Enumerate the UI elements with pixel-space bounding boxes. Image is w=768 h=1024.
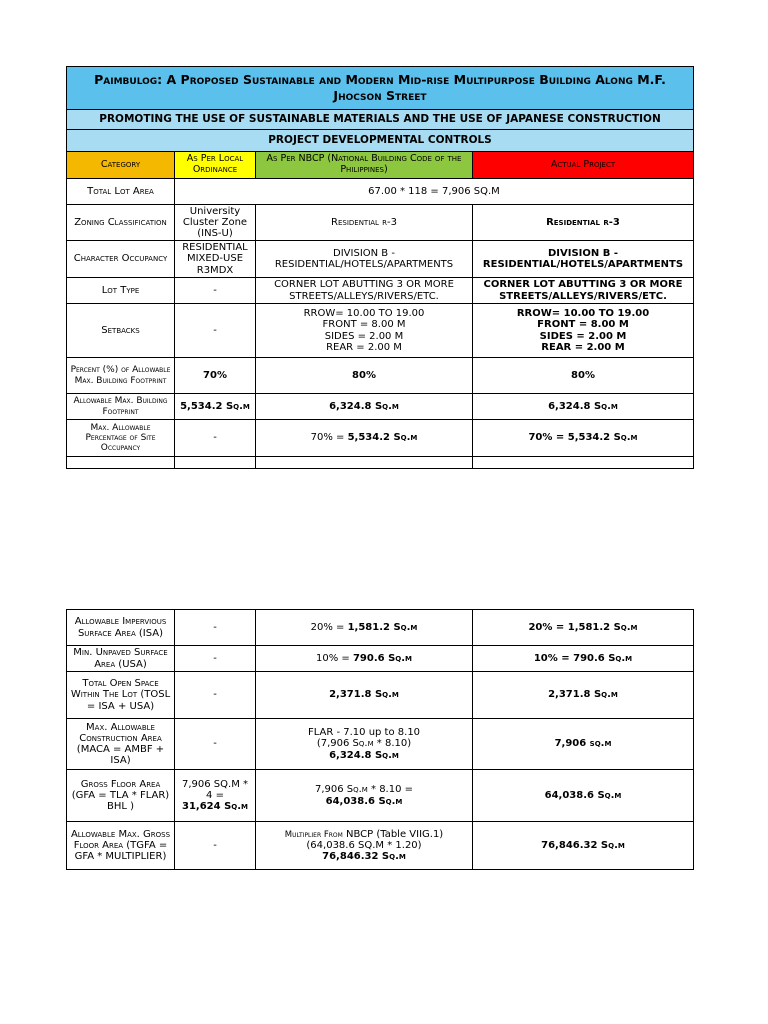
row-label: Min. Unpaved Surface Area (USA) xyxy=(67,646,175,672)
table-row-empty xyxy=(67,457,694,469)
percent-part: 10% = xyxy=(316,652,353,664)
multiplier-label: Multiplier From xyxy=(284,829,343,840)
local-value: RESIDENTIAL MIXED-USE R3MDX xyxy=(175,241,256,278)
local-value: - xyxy=(175,672,256,719)
percent-part: 20% = xyxy=(310,621,348,633)
row-label: Max. Allowable Percentage of Site Occupancy xyxy=(67,420,175,457)
nbcp-value: 6,324.8 Sq.m xyxy=(256,394,473,420)
header-local: As Per Local Ordinance xyxy=(175,152,256,179)
row-label: Max. Allowable Construction Area (MACA = AMBF + ISA) xyxy=(67,719,175,770)
table-row xyxy=(67,278,694,304)
local-value: University Cluster Zone (INS-U) xyxy=(175,205,256,241)
table-row xyxy=(67,358,694,394)
row-label: Percent (%) of Allowable Max. Building Footprint xyxy=(67,358,175,394)
nbcp-value: DIVISION B - RESIDENTIAL/HOTELS/APARTMENTS xyxy=(256,241,473,278)
local-value: - xyxy=(175,420,256,457)
nbcp-value: 2,371.8 Sq.m xyxy=(256,672,473,719)
local-value: - xyxy=(175,278,256,304)
row-label: Setbacks xyxy=(67,304,175,358)
value-line: 31,624 Sq.m xyxy=(182,801,248,813)
actual-value: 6,324.8 Sq.m xyxy=(473,394,694,420)
nbcp-value xyxy=(256,646,473,672)
nbcp-value: CORNER LOT ABUTTING 3 OR MORE STREETS/ALLEYS/RIVERS/ETC. xyxy=(256,278,473,304)
header-row xyxy=(67,152,694,179)
subtitle-row xyxy=(67,110,694,130)
table-row xyxy=(67,822,694,870)
row-label: Gross Floor Area (GFA = TLA * FLAR) BHL ) xyxy=(67,770,175,822)
setback-line: FRONT = 8.00 M xyxy=(537,319,629,331)
row-label: Total Lot Area xyxy=(67,179,175,205)
local-value: - xyxy=(175,719,256,770)
table-row xyxy=(67,420,694,457)
local-value: 70% xyxy=(175,358,256,394)
table-row xyxy=(67,205,694,241)
table-row xyxy=(67,770,694,822)
local-value xyxy=(175,770,256,822)
setback-line: RROW= 10.00 TO 19.00 xyxy=(516,308,650,320)
setback-line: RROW= 10.00 TO 19.00 xyxy=(303,308,425,320)
table-row xyxy=(67,304,694,358)
actual-value: CORNER LOT ABUTTING 3 OR MORE STREETS/ALLEYS/RIVERS/ETC. xyxy=(473,278,694,304)
local-value: - xyxy=(175,646,256,672)
nbcp-value xyxy=(256,770,473,822)
developmental-controls-table xyxy=(66,66,694,469)
area-part: 1,581.2 Sq.m xyxy=(347,621,418,633)
row-label: Total Open Space Within The Lot (TOSL = ISA + USA) xyxy=(67,672,175,719)
setback-line: SIDES = 2.00 M xyxy=(539,330,627,342)
header-category: Category xyxy=(67,152,175,179)
actual-value: 76,846.32 Sq.m xyxy=(473,822,694,870)
value-line: 6,324.8 Sq.m xyxy=(329,749,399,761)
nbcp-value xyxy=(256,304,473,358)
document-subtitle: PROMOTING THE USE OF SUSTAINABLE MATERIALS AND THE USE OF JAPANESE CONSTRUCTION xyxy=(67,110,694,130)
actual-value: 20% = 1,581.2 Sq.m xyxy=(473,610,694,646)
area-part: 5,534.2 Sq.m xyxy=(347,432,418,444)
table-row xyxy=(67,241,694,278)
row-label: Allowable Impervious Surface Area (ISA) xyxy=(67,610,175,646)
table-row xyxy=(67,672,694,719)
local-value: 5,534.2 Sq.m xyxy=(175,394,256,420)
percent-part: 70% = xyxy=(310,432,348,444)
actual-value: 80% xyxy=(473,358,694,394)
setback-line: REAR = 2.00 M xyxy=(541,341,625,353)
actual-value: 7,906 sq.m xyxy=(473,719,694,770)
table-row xyxy=(67,719,694,770)
value-line: FLAR - 7.10 up to 8.10 xyxy=(307,727,421,739)
table-ref: NBCP (Table VIIG.1) xyxy=(345,828,444,840)
nbcp-value xyxy=(256,822,473,870)
title-row xyxy=(67,67,694,110)
actual-value: 64,038.6 Sq.m xyxy=(473,770,694,822)
nbcp-value: 80% xyxy=(256,358,473,394)
nbcp-value xyxy=(256,610,473,646)
actual-value xyxy=(473,304,694,358)
actual-value: 70% = 5,534.2 Sq.m xyxy=(473,420,694,457)
value-line: 7,906 SQ.M * 4 = xyxy=(181,778,248,801)
value-line: (64,038.6 SQ.M * 1.20) xyxy=(306,840,422,852)
table-row xyxy=(67,179,694,205)
nbcp-value: Residential r-3 xyxy=(256,205,473,241)
setback-line: FRONT = 8.00 M xyxy=(322,319,406,331)
table-row xyxy=(67,394,694,420)
value-line: 7,906 Sq.m * 8.10 = xyxy=(314,784,414,796)
setback-line: REAR = 2.00 M xyxy=(326,341,402,353)
developmental-controls-table-continued xyxy=(66,609,694,870)
row-label: Allowable Max. Building Footprint xyxy=(67,394,175,420)
nbcp-value xyxy=(256,719,473,770)
area-part: 790.6 Sq.m xyxy=(352,652,412,664)
local-value: - xyxy=(175,304,256,358)
row-label: Lot Type xyxy=(67,278,175,304)
row-label: Zoning Classification xyxy=(67,205,175,241)
value-line: 76,846.32 Sq.m xyxy=(322,851,406,863)
setback-line: SIDES = 2.00 M xyxy=(324,330,404,342)
section-title: PROJECT DEVELOPMENTAL CONTROLS xyxy=(67,130,694,152)
nbcp-value xyxy=(256,420,473,457)
section-row xyxy=(67,130,694,152)
lot-area-value: 67.00 * 118 = 7,906 SQ.M xyxy=(175,179,694,205)
header-actual: Actual Project xyxy=(473,152,694,179)
row-label: Allowable Max. Gross Floor Area (TGFA = GFA * MULTIPLIER) xyxy=(67,822,175,870)
value-line xyxy=(259,829,469,841)
local-value: - xyxy=(175,822,256,870)
local-value: - xyxy=(175,610,256,646)
actual-value: 10% = 790.6 Sq.m xyxy=(473,646,694,672)
actual-value: Residential r-3 xyxy=(473,205,694,241)
value-line: (7,906 Sq.m * 8.10) xyxy=(316,738,412,750)
header-nbcp: As Per NBCP (National Building Code of the Philippines) xyxy=(256,152,473,179)
table-row xyxy=(67,610,694,646)
table-row xyxy=(67,646,694,672)
value-line: 64,038.6 Sq.m xyxy=(325,795,403,807)
actual-value: 2,371.8 Sq.m xyxy=(473,672,694,719)
document-title: Paimbulog: A Proposed Sustainable and Modern Mid-rise Multipurpose Building Along M.F. Jhocson Street xyxy=(67,67,694,110)
actual-value: DIVISION B - RESIDENTIAL/HOTELS/APARTMENTS xyxy=(473,241,694,278)
row-label: Character Occupancy xyxy=(67,241,175,278)
